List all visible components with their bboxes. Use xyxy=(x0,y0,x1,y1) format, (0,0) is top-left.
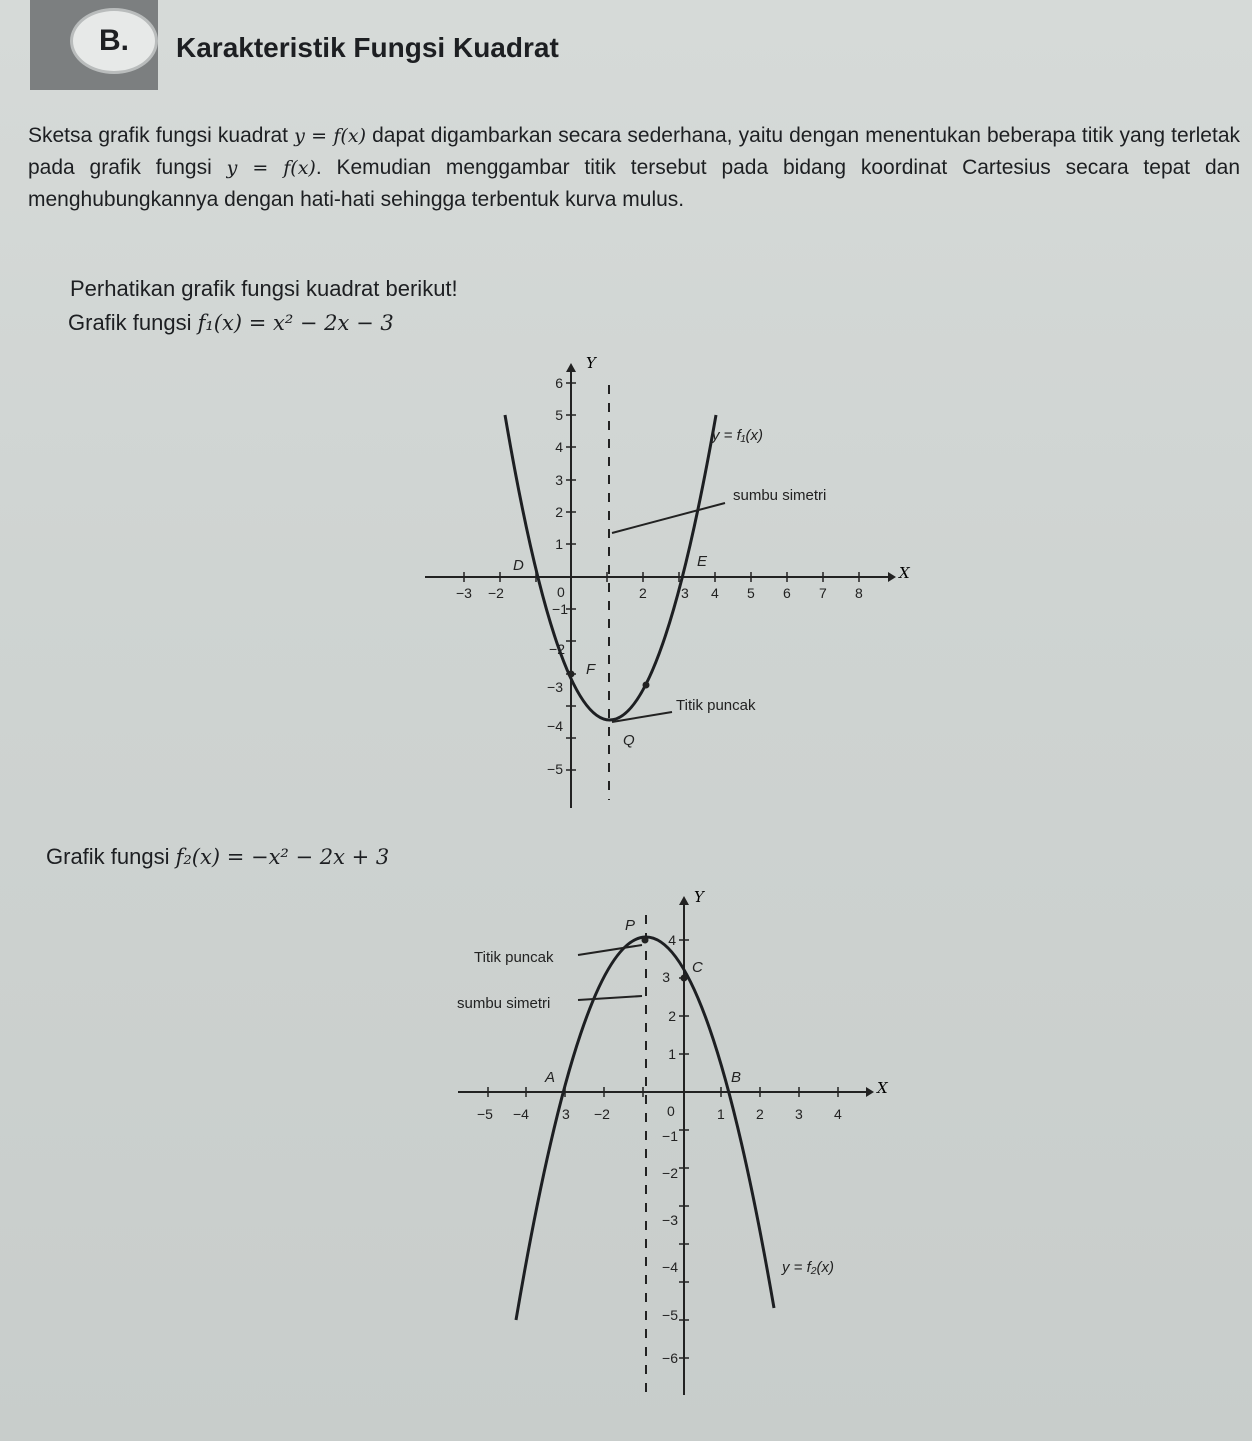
graph2-x-tick: −4 xyxy=(513,1106,529,1122)
graph1-vertex-label: Titik puncak xyxy=(676,697,756,714)
graph2-symmetry-label: sumbu simetri xyxy=(457,995,551,1012)
graph1-y-tick: 2 xyxy=(555,504,563,520)
graph2-y-tick: 3 xyxy=(662,969,670,985)
graph2-parabola xyxy=(516,937,774,1320)
graph2-y-tick: −5 xyxy=(662,1307,678,1323)
graph1-x-tick: 4 xyxy=(711,585,719,601)
prompt-text: Perhatikan grafik fungsi kuadrat berikut! xyxy=(70,276,458,301)
graph2-x-tick: −5 xyxy=(477,1106,493,1122)
graph2-y-tick: −2 xyxy=(662,1165,678,1181)
graph2-caption-equation: f₂(x) = −x² − 2x + 3 xyxy=(175,845,390,869)
graph2-x-tick: 3 xyxy=(795,1106,803,1122)
intro-equation-1: y = f(x) xyxy=(294,125,366,147)
graph2-origin-label: 0 xyxy=(667,1103,675,1119)
graph1-symmetry-label: sumbu simetri xyxy=(733,487,827,504)
graph1-y-tick: 5 xyxy=(555,407,563,423)
graph2-x-tick: 3 xyxy=(562,1106,570,1122)
graph2-y-tick: −4 xyxy=(662,1259,678,1275)
graph2-point-P-label: P xyxy=(625,917,636,934)
graph1-y-tick: −4 xyxy=(547,718,563,734)
graph1-y-tick: −3 xyxy=(547,679,563,695)
graph1-x-arrow xyxy=(888,572,896,582)
graph1-x-tick: −3 xyxy=(456,585,472,601)
graph2-y-tick: 2 xyxy=(668,1008,676,1024)
graph2-vertex-pointer xyxy=(578,945,642,955)
graph1-caption-equation: f₁(x) = x² − 2x − 3 xyxy=(197,311,394,335)
graph2-symmetry-pointer xyxy=(578,996,642,1000)
graph1-point-F-label: F xyxy=(586,661,596,678)
graph1-symmetry-pointer xyxy=(612,503,725,533)
graph1-point-F xyxy=(568,671,575,678)
graph2-y-tick: 4 xyxy=(668,932,676,948)
graph1-x-tick: 2 xyxy=(639,585,647,601)
section-title: Karakteristik Fungsi Kuadrat xyxy=(176,32,559,63)
graph1-point-fx2 xyxy=(643,682,650,689)
graph2-point-P xyxy=(642,937,649,944)
graph1-x-tick: 6 xyxy=(783,585,791,601)
graph1-x-tick: 3 xyxy=(681,585,689,601)
graph2-caption-prefix: Grafik fungsi xyxy=(46,844,176,869)
graph2-vertex-label: Titik puncak xyxy=(474,949,554,966)
graph2-y-arrow xyxy=(679,896,689,905)
graph1-y-tick: −1 xyxy=(552,601,568,617)
graph2-y-axis-label: Y xyxy=(694,888,704,906)
graph1-x-tick: 7 xyxy=(819,585,827,601)
graph1-x-tick: 8 xyxy=(855,585,863,601)
graph1-x-tick: 5 xyxy=(747,585,755,601)
intro-text-1: Sketsa grafik fungsi kuadrat xyxy=(28,124,295,147)
graph2-y-tick: −3 xyxy=(662,1212,678,1228)
graph1-y-tick: 3 xyxy=(555,472,563,488)
graph1-y-tick: 6 xyxy=(555,375,563,391)
graph1-x-tick: −2 xyxy=(488,585,504,601)
graph2-y-tick: −6 xyxy=(662,1350,678,1366)
graph2-point-B-label: B xyxy=(731,1069,742,1086)
graph1-y-axis-label: Y xyxy=(586,354,596,372)
graph1-x-axis-label: X xyxy=(899,564,910,582)
graph1-origin-label: 0 xyxy=(557,584,565,600)
intro-equation-2: y = f(x) xyxy=(226,157,316,179)
graph2-x-tick: 4 xyxy=(834,1106,842,1122)
graph2-y-tick: −1 xyxy=(662,1128,678,1144)
graph1-caption-prefix: Grafik fungsi xyxy=(68,310,198,335)
graph1-point-Q-label: Q xyxy=(623,732,635,749)
graph1-parabola xyxy=(505,415,716,720)
graph1-vertex-pointer xyxy=(612,712,672,722)
graph1-y-tick: −5 xyxy=(547,761,563,777)
graph2-point-C-label: C xyxy=(692,959,703,976)
graph1-y-tick: 1 xyxy=(555,536,563,552)
graph2-y-tick: 1 xyxy=(668,1046,676,1062)
graph1-point-D-label: D xyxy=(513,557,524,574)
graph1-y-tick: −2 xyxy=(549,641,565,657)
section-badge xyxy=(70,8,158,74)
graph2-x-tick: −2 xyxy=(594,1106,610,1122)
graph2-x-axis-label: X xyxy=(877,1079,888,1097)
section-number: B. xyxy=(99,24,129,57)
graph2-curve-label: y = f₂(x) xyxy=(782,1259,834,1276)
graph2-x-tick: 2 xyxy=(756,1106,764,1122)
graph2-caption xyxy=(46,844,389,870)
graph2-point-A-label: A xyxy=(545,1069,556,1086)
graph1-caption xyxy=(68,310,394,336)
graph2-point-C xyxy=(681,975,688,982)
graph1-curve-label: y = f₁(x) xyxy=(712,427,763,444)
graph2-x-tick: 1 xyxy=(717,1106,725,1122)
graph1-point-E-label: E xyxy=(697,553,708,570)
graph1-y-arrow xyxy=(566,363,576,372)
graph1-y-tick: 4 xyxy=(555,439,563,455)
intro-text-2: dapat digambarkan secara sederhana, yaitu dengan menentukan beberapa titik yang terletak pada grafik fungsi xyxy=(28,124,1240,179)
intro-text-3: . Kemudian menggambar titik tersebut pada bidang koordinat Cartesius secara tepat dan menghubungkannya dengan hati-hati sehingga terbentuk kurva mulus. xyxy=(28,156,1240,211)
intro-paragraph xyxy=(28,120,1240,216)
graph2-x-arrow xyxy=(866,1087,874,1097)
